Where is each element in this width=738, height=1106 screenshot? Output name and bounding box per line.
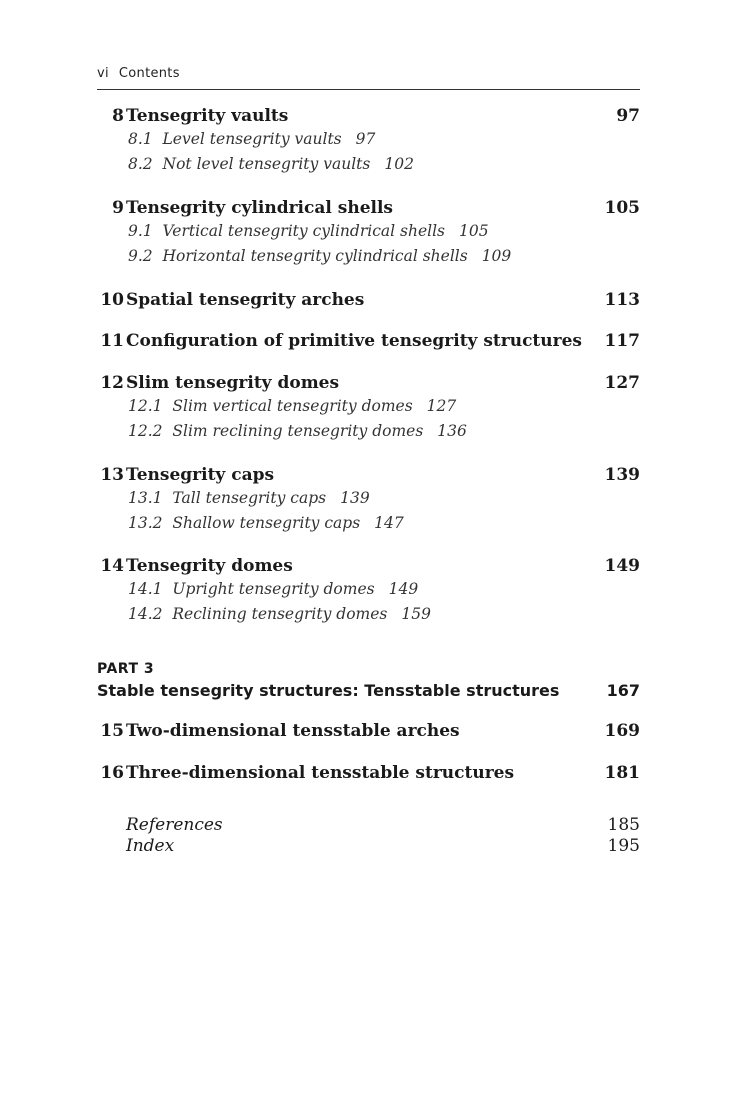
chapter-title: Two-dimensional tensstable arches bbox=[126, 721, 460, 741]
section-page: 97 bbox=[355, 130, 376, 148]
chapter-title: Tensegrity domes bbox=[126, 556, 293, 576]
toc-section bbox=[97, 422, 640, 447]
section-number: 13.1 bbox=[128, 489, 163, 507]
part-label: PART 3 bbox=[97, 661, 155, 677]
chapter-number: 9 bbox=[112, 198, 124, 218]
chapter-number: 13 bbox=[100, 465, 124, 485]
section-page: 139 bbox=[340, 489, 370, 507]
section-page: 127 bbox=[426, 397, 457, 415]
section-title: Horizontal tensegrity cylindrical shells bbox=[162, 247, 468, 265]
toc-section bbox=[97, 580, 640, 605]
chapter-page: 105 bbox=[604, 198, 640, 218]
section-number: 14.1 bbox=[128, 580, 163, 598]
section-page: 159 bbox=[401, 605, 431, 623]
chapter-number: 10 bbox=[100, 290, 124, 310]
section-page: 109 bbox=[481, 247, 512, 265]
back-matter-title: References bbox=[126, 815, 223, 835]
header-rule bbox=[97, 89, 640, 90]
toc-back-references bbox=[97, 815, 640, 837]
running-head bbox=[97, 66, 640, 81]
toc-section bbox=[97, 605, 640, 630]
back-matter-page: 185 bbox=[607, 815, 640, 835]
toc-chapter-14 bbox=[97, 556, 640, 630]
chapter-title: Tensegrity vaults bbox=[126, 106, 289, 126]
part-page: 167 bbox=[606, 681, 640, 700]
toc-section bbox=[97, 130, 640, 155]
section-title: Slim vertical tensegrity domes bbox=[172, 397, 413, 415]
toc-section bbox=[97, 489, 640, 514]
chapter-title: Configuration of primitive tensegrity structures bbox=[126, 331, 582, 351]
section-page: 147 bbox=[374, 514, 404, 532]
section-number: 12.2 bbox=[128, 422, 163, 440]
chapter-title: Tensegrity caps bbox=[126, 465, 275, 485]
chapter-number: 12 bbox=[100, 373, 124, 393]
toc-chapter-9 bbox=[97, 198, 640, 272]
section-title: Vertical tensegrity cylindrical shells bbox=[162, 222, 445, 240]
toc-chapter-12 bbox=[97, 373, 640, 447]
chapter-title: Tensegrity cylindrical shells bbox=[126, 198, 393, 218]
section-page: 149 bbox=[388, 580, 419, 598]
toc-back-index bbox=[97, 836, 640, 858]
section-page: 136 bbox=[437, 422, 467, 440]
toc-chapter-13 bbox=[97, 465, 640, 539]
chapter-title: Spatial tensegrity arches bbox=[126, 290, 365, 310]
section-number: 8.1 bbox=[128, 130, 153, 148]
toc-chapter-16 bbox=[97, 763, 640, 787]
chapter-title: Three-dimensional tensstable structures bbox=[126, 763, 515, 783]
part-title: Stable tensegrity structures: Tensstable structures bbox=[97, 681, 560, 700]
page-folio: vi bbox=[97, 66, 109, 81]
section-title: Upright tensegrity domes bbox=[172, 580, 375, 598]
section-page: 102 bbox=[384, 155, 414, 173]
section-number: 9.1 bbox=[128, 222, 153, 240]
chapter-number: 15 bbox=[100, 721, 124, 741]
chapter-page: 149 bbox=[604, 556, 640, 576]
chapter-number: 16 bbox=[100, 763, 124, 783]
toc-chapter-8 bbox=[97, 106, 640, 180]
back-matter-page: 195 bbox=[607, 836, 640, 856]
running-head-title: Contents bbox=[118, 66, 180, 81]
section-number: 9.2 bbox=[128, 247, 153, 265]
toc-section bbox=[97, 397, 640, 422]
toc-section bbox=[97, 155, 640, 180]
toc-chapter-11 bbox=[97, 331, 640, 355]
chapter-page: 117 bbox=[604, 331, 640, 351]
toc-chapter-15 bbox=[97, 721, 640, 745]
section-number: 14.2 bbox=[128, 605, 163, 623]
chapter-title: Slim tensegrity domes bbox=[126, 373, 340, 393]
chapter-page: 127 bbox=[604, 373, 640, 393]
chapter-number: 11 bbox=[100, 331, 124, 351]
section-title: Level tensegrity vaults bbox=[162, 130, 342, 148]
section-page: 105 bbox=[458, 222, 489, 240]
chapter-page: 181 bbox=[604, 763, 640, 783]
chapter-page: 139 bbox=[604, 465, 640, 485]
toc-section bbox=[97, 514, 640, 539]
chapter-page: 97 bbox=[616, 106, 640, 126]
section-number: 13.2 bbox=[128, 514, 163, 532]
chapter-page: 169 bbox=[604, 721, 640, 741]
section-title: Reclining tensegrity domes bbox=[172, 605, 388, 623]
chapter-number: 14 bbox=[100, 556, 124, 576]
section-title: Not level tensegrity vaults bbox=[162, 155, 371, 173]
toc-section bbox=[97, 222, 640, 247]
section-number: 12.1 bbox=[128, 397, 163, 415]
chapter-number: 8 bbox=[112, 106, 124, 126]
section-title: Slim reclining tensegrity domes bbox=[172, 422, 424, 440]
toc-chapter-10 bbox=[97, 290, 640, 314]
back-matter-title: Index bbox=[126, 836, 175, 856]
section-number: 8.2 bbox=[128, 155, 153, 173]
section-title: Tall tensegrity caps bbox=[172, 489, 327, 507]
chapter-page: 113 bbox=[604, 290, 640, 310]
toc-section bbox=[97, 247, 640, 272]
section-title: Shallow tensegrity caps bbox=[172, 514, 361, 532]
toc-part bbox=[97, 681, 640, 705]
